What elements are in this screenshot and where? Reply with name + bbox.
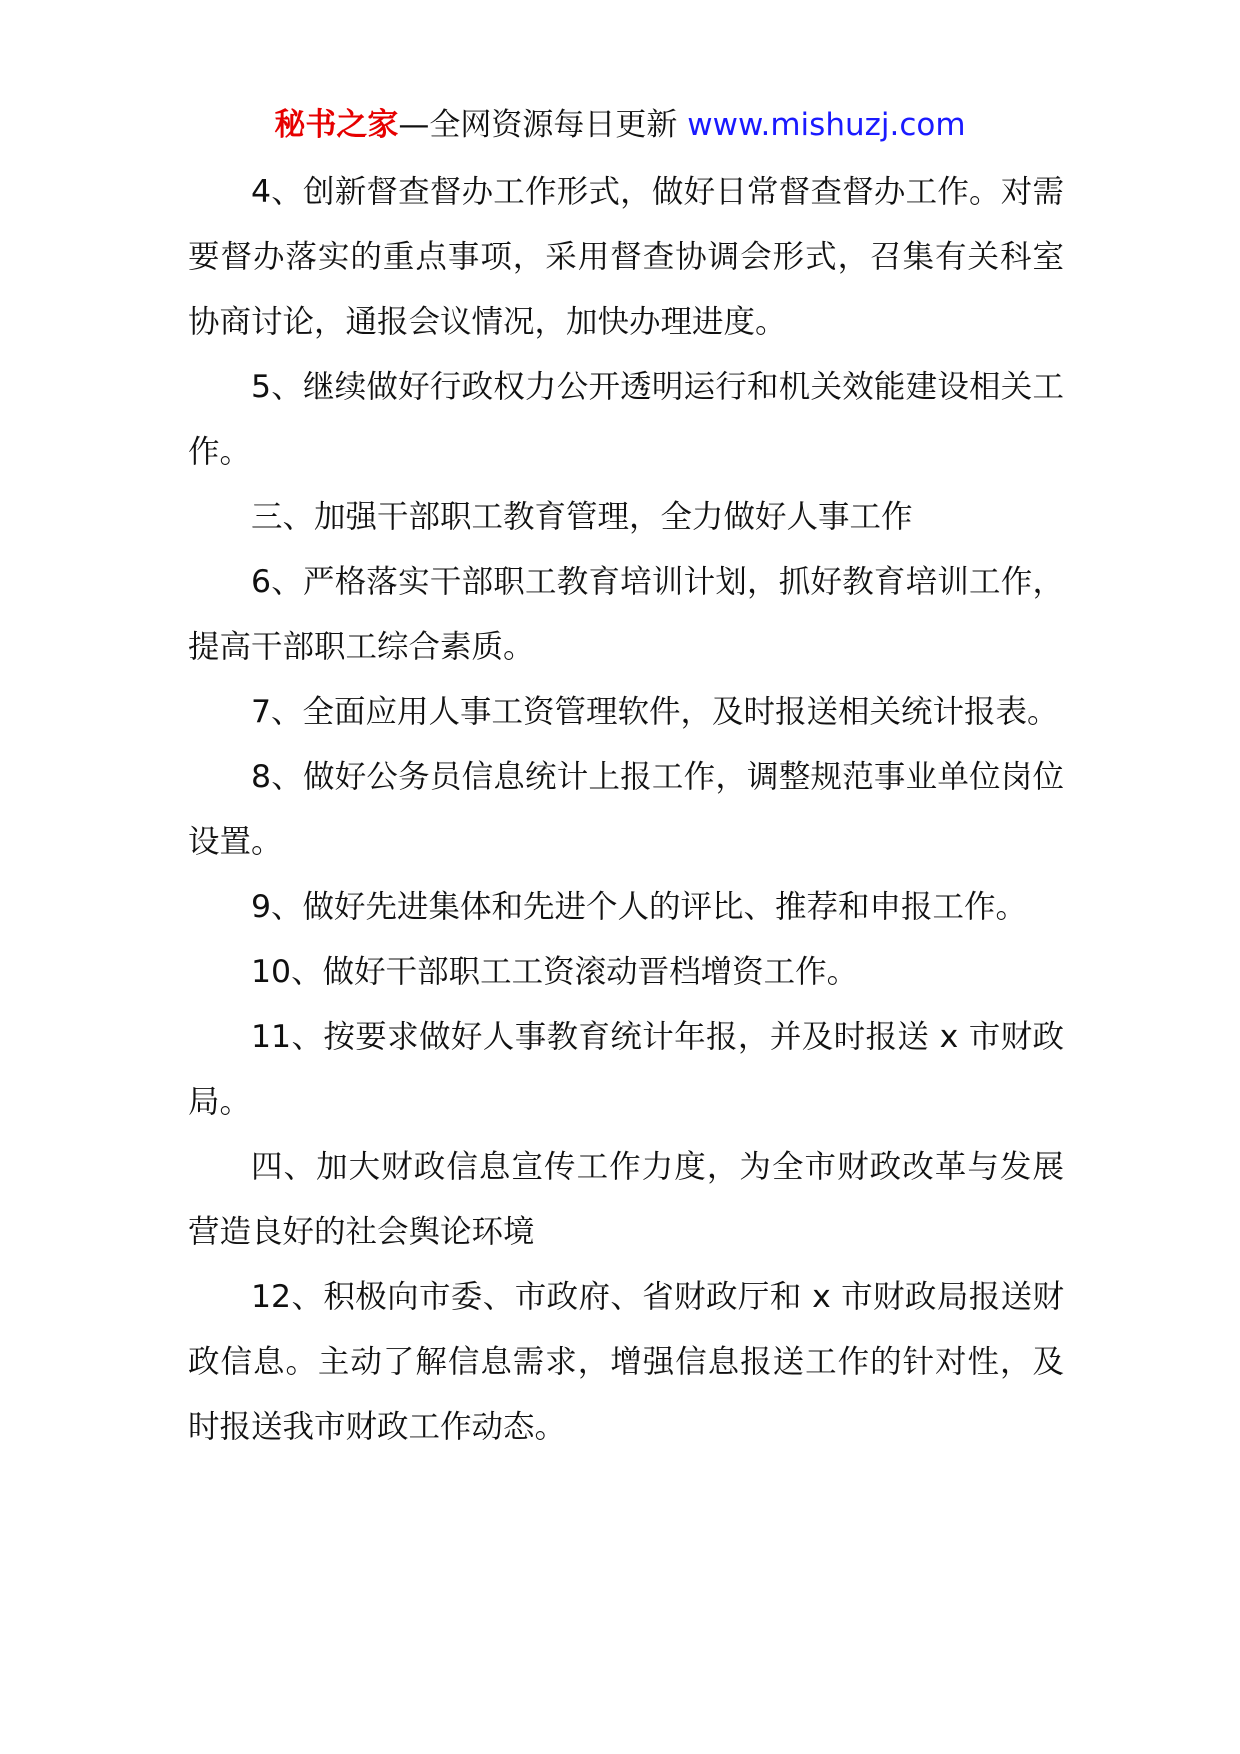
header-slogan: —全网资源每日更新: [398, 107, 678, 143]
section-heading-3: 三、加强干部职工教育管理，全力做好人事工作: [251, 499, 913, 535]
paragraph-item-8: 8、做好公务员信息统计上报工作，调整规范事业单位岗位设置。: [188, 759, 1064, 860]
document-body: [188, 160, 1064, 1460]
page-header: [0, 100, 1240, 150]
paragraph-item-7: 7、全面应用人事工资管理软件，及时报送相关统计报表。: [251, 694, 1059, 730]
paragraph-item-11: 11、按要求做好人事教育统计年报，并及时报送 x 市财政局。: [188, 1019, 1064, 1120]
paragraph-item-9: 9、做好先进集体和先进个人的评比、推荐和申报工作。: [251, 889, 1028, 925]
section-heading-4: 四、加大财政信息宣传工作力度，为全市财政改革与发展营造良好的社会舆论环境: [188, 1149, 1064, 1250]
paragraph-item-10: 10、做好干部职工工资滚动晋档增资工作。: [251, 954, 859, 990]
paragraph-item-5: 5、继续做好行政权力公开透明运行和机关效能建设相关工作。: [188, 369, 1064, 470]
paragraph-item-4: 4、创新督查督办工作形式，做好日常督查督办工作。对需要督办落实的重点事项，采用督查协调会形式，召集有关科室协商讨论，通报会议情况，加快办理进度。: [188, 174, 1064, 340]
header-brand: 秘书之家: [274, 107, 399, 143]
paragraph-item-6: 6、严格落实干部职工教育培训计划，抓好教育培训工作，提高干部职工综合素质。: [188, 564, 1064, 665]
paragraph-item-12: 12、积极向市委、市政府、省财政厅和 x 市财政局报送财政信息。主动了解信息需求，增强信息报送工作的针对性，及时报送我市财政工作动态。: [188, 1279, 1064, 1445]
header-site-link[interactable]: www.mishuzj.com: [687, 107, 966, 143]
